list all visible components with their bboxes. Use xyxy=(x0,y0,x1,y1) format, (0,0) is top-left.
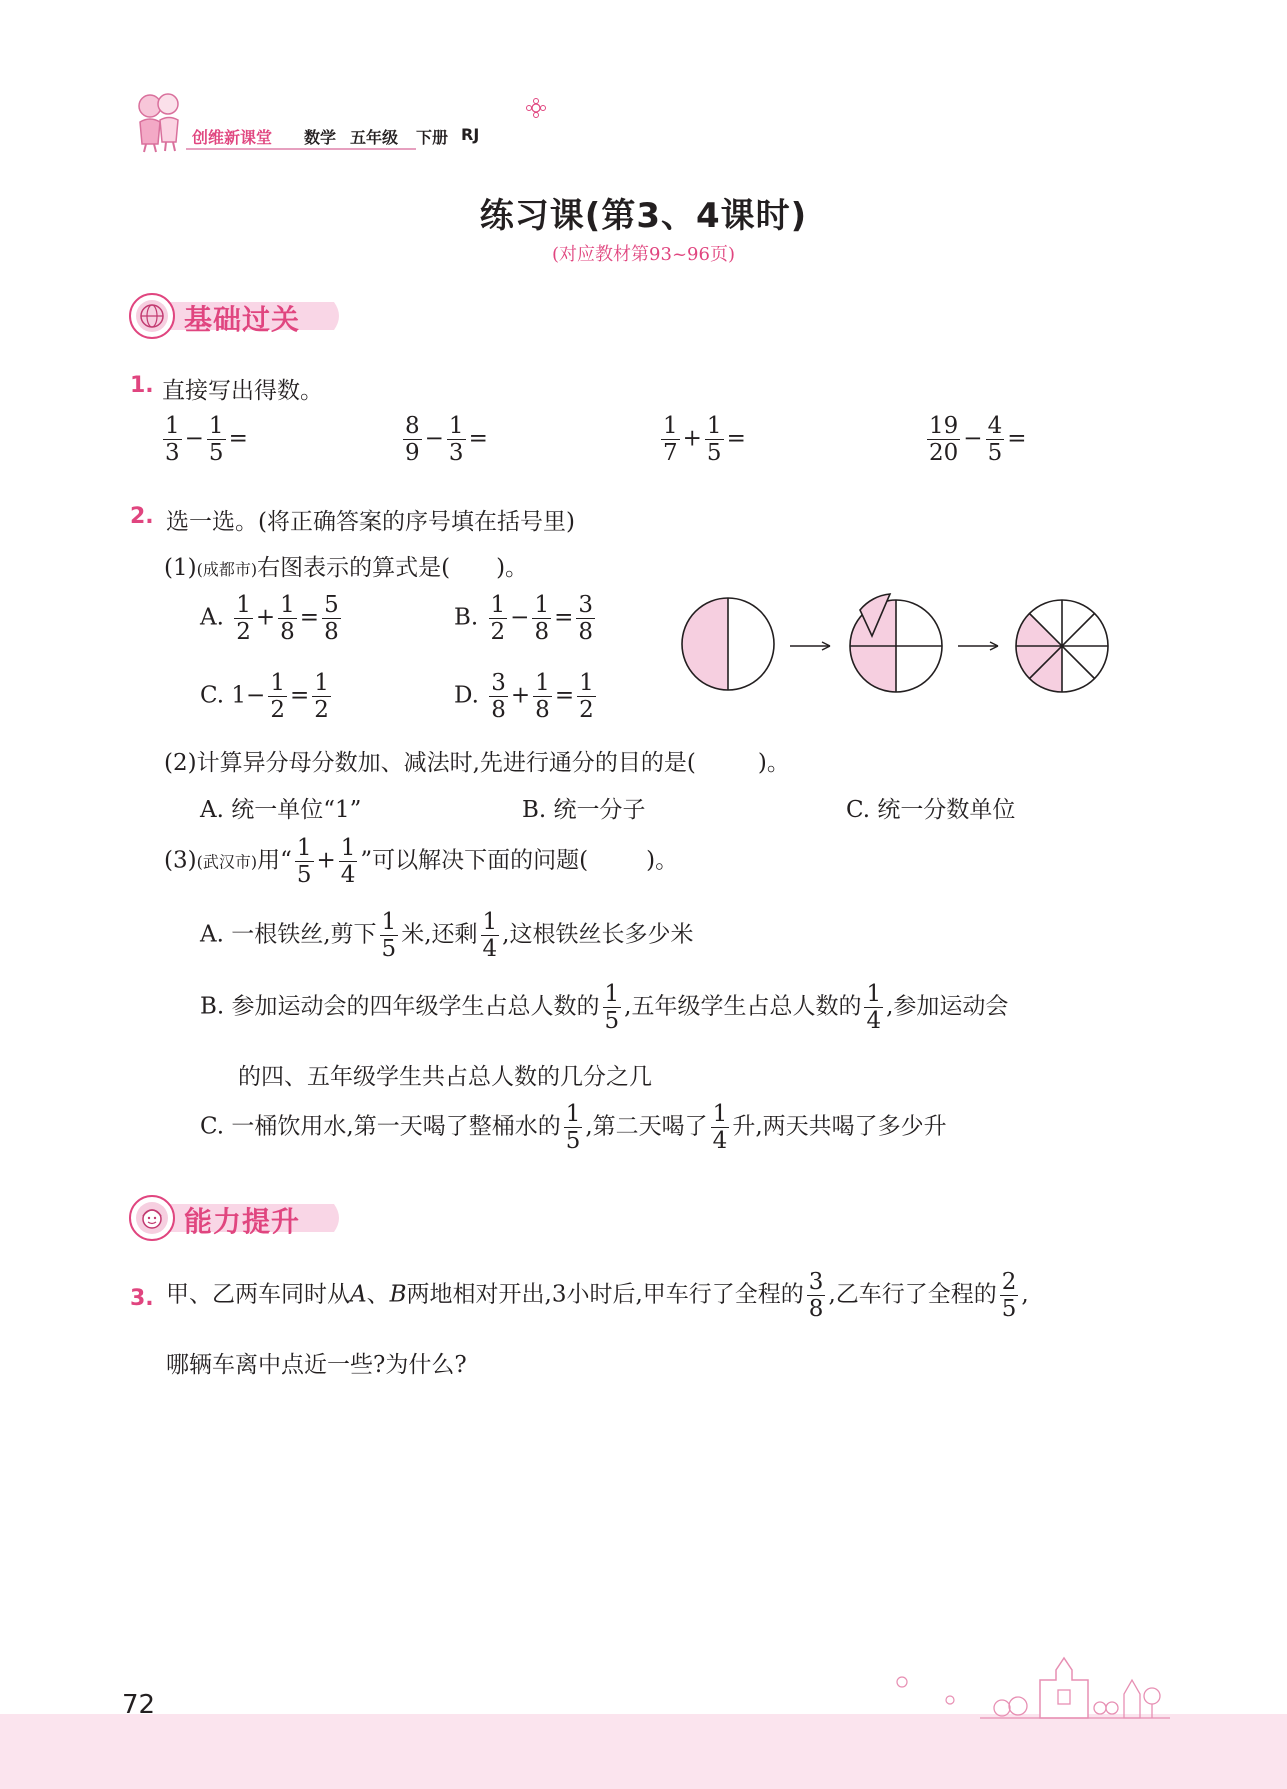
numerator: 1 xyxy=(270,670,285,696)
operator: − xyxy=(510,604,530,631)
option-text: ,参加运动会 xyxy=(886,993,1009,1020)
q2-p1-option-D xyxy=(454,671,599,722)
header-grade: 五年级 xyxy=(350,128,399,147)
fraction xyxy=(705,414,724,465)
option-text: 升,两天共喝了多少升 xyxy=(732,1113,947,1140)
denominator: 3 xyxy=(448,440,464,467)
numerator: 3 xyxy=(578,592,594,618)
numerator: 1 xyxy=(280,592,295,618)
q2-prompt: 选一选。(将正确答案的序号填在括号里) xyxy=(166,509,575,535)
option-text: A. 一根铁丝,剪下 xyxy=(200,921,377,948)
numerator: 19 xyxy=(929,413,959,439)
denominator: 20 xyxy=(929,440,959,467)
q1-item-4 xyxy=(924,414,1026,465)
denominator: 2 xyxy=(270,697,285,724)
fraction xyxy=(234,593,253,644)
fraction xyxy=(481,910,500,961)
fraction xyxy=(986,414,1005,465)
numerator: 4 xyxy=(987,413,1003,439)
numerator: 2 xyxy=(1001,1269,1017,1295)
fraction xyxy=(864,982,883,1033)
part-label: (1) xyxy=(164,555,197,581)
q2-p3-option-B xyxy=(200,982,1008,1033)
denominator: 2 xyxy=(236,619,251,646)
separator: 、 xyxy=(366,1281,390,1308)
fraction xyxy=(927,414,960,465)
girl-face-icon xyxy=(138,1204,166,1232)
fraction xyxy=(533,671,552,722)
fraction xyxy=(489,593,508,644)
header-subject: 数学 xyxy=(304,128,337,147)
option-label: A. xyxy=(200,604,224,631)
section-banner-advanced xyxy=(128,1194,348,1242)
denominator: 8 xyxy=(535,697,550,724)
numerator: 1 xyxy=(236,592,251,618)
option-label: C. xyxy=(200,682,225,709)
fraction xyxy=(661,414,680,465)
numerator: 1 xyxy=(482,909,498,935)
numerator: 1 xyxy=(534,592,550,618)
denominator: 5 xyxy=(1001,1296,1017,1323)
q2-part2-line xyxy=(164,744,790,777)
fraction xyxy=(564,1102,583,1153)
point-A: A xyxy=(350,1281,367,1308)
numerator: 1 xyxy=(381,909,397,935)
numerator: 1 xyxy=(604,981,620,1007)
q2-p1-option-B xyxy=(454,593,598,644)
fraction xyxy=(268,671,287,722)
header-volume: 下册 xyxy=(416,128,449,147)
fraction xyxy=(322,593,341,644)
fraction xyxy=(489,671,508,722)
option-text: 米,还剩 xyxy=(401,921,478,948)
fraction-circles-diagram xyxy=(672,586,1122,702)
page-number: 72 xyxy=(122,1690,156,1720)
q2-p2-option-C: C. 统一分数单位 xyxy=(846,797,1016,823)
equals-sign: = xyxy=(554,604,574,631)
header-series: 创维新课堂 xyxy=(192,128,273,147)
option-text: ,第二天喝了 xyxy=(585,1113,708,1140)
denominator: 4 xyxy=(866,1008,882,1035)
q2-p3-option-A xyxy=(200,910,693,961)
section-banner-basic xyxy=(128,292,348,340)
fraction xyxy=(603,982,622,1033)
fraction xyxy=(380,910,399,961)
fraction xyxy=(339,836,358,887)
numerator: 1 xyxy=(866,981,882,1007)
part-label: (3) xyxy=(164,847,197,874)
equals-sign: = xyxy=(1007,425,1027,452)
fraction xyxy=(577,671,596,722)
numerator: 1 xyxy=(490,592,506,618)
denominator: 9 xyxy=(405,440,420,467)
q2-part1-line xyxy=(164,549,528,582)
denominator: 8 xyxy=(808,1296,824,1323)
q1-item-3 xyxy=(658,414,746,465)
denominator: 5 xyxy=(987,440,1003,467)
denominator: 8 xyxy=(578,619,594,646)
q3-text: 两地相对开出, xyxy=(406,1281,552,1308)
denominator: 4 xyxy=(340,862,356,889)
denominator: 5 xyxy=(565,1128,581,1155)
numerator: 8 xyxy=(405,413,420,439)
denominator: 8 xyxy=(324,619,339,646)
equals-sign: = xyxy=(228,425,248,452)
denominator: 2 xyxy=(314,697,329,724)
header-underline xyxy=(186,148,416,150)
denominator: 5 xyxy=(381,936,397,963)
numerator: 1 xyxy=(314,670,329,696)
hours-value: 3 xyxy=(551,1281,567,1308)
fraction xyxy=(532,593,551,644)
equals-sign: = xyxy=(299,604,320,631)
denominator: 5 xyxy=(604,1008,620,1035)
q3-text: , xyxy=(1021,1281,1029,1308)
flower-icon xyxy=(526,98,546,118)
q2-p3-option-B-line2: 的四、五年级学生共占总人数的几分之几 xyxy=(238,1064,652,1090)
fraction xyxy=(807,1270,826,1321)
section-title-basic: 基础过关 xyxy=(184,303,301,336)
numerator: 3 xyxy=(491,670,506,696)
circle-eighths xyxy=(1016,600,1108,692)
numerator: 1 xyxy=(663,413,678,439)
denominator: 5 xyxy=(706,440,722,467)
operator: − xyxy=(246,682,266,709)
mascot-icon xyxy=(128,88,188,154)
globe-icon xyxy=(138,302,166,330)
numerator: 1 xyxy=(340,835,356,861)
fraction xyxy=(1000,1270,1019,1321)
q2-p1-option-A xyxy=(200,593,344,644)
circle-eighth-removed xyxy=(850,594,942,692)
equals-sign: = xyxy=(468,425,488,452)
whole-number: 1 xyxy=(231,682,247,709)
fraction xyxy=(447,414,466,465)
q2-p1-option-C xyxy=(200,671,334,722)
q2-number: 2. xyxy=(130,504,154,529)
question-tail: )。 xyxy=(496,555,529,581)
denominator: 3 xyxy=(165,440,180,467)
quote-open: 用“ xyxy=(257,847,292,874)
answer-area[interactable] xyxy=(166,1392,1126,1642)
q3-line1 xyxy=(166,1270,1029,1321)
arrow-icon xyxy=(790,642,830,650)
question-text: ”可以解决下面的问题( xyxy=(360,847,589,874)
section-title-advanced: 能力提升 xyxy=(184,1205,301,1238)
circle-half xyxy=(682,598,774,690)
denominator: 8 xyxy=(491,697,506,724)
numerator: 1 xyxy=(165,413,180,439)
denominator: 4 xyxy=(712,1128,728,1155)
denominator: 7 xyxy=(663,440,678,467)
operator: + xyxy=(510,682,531,709)
denominator: 5 xyxy=(208,440,224,467)
option-label: B. xyxy=(454,604,479,631)
fraction xyxy=(711,1102,730,1153)
operator: − xyxy=(184,425,204,452)
part-label: (2) xyxy=(164,750,197,776)
denominator: 4 xyxy=(482,936,498,963)
q1-number: 1. xyxy=(130,373,154,398)
option-label: D. xyxy=(454,682,479,709)
option-text: ,五年级学生占总人数的 xyxy=(624,993,862,1020)
denominator: 5 xyxy=(296,862,312,889)
operator: − xyxy=(963,425,983,452)
denominator: 2 xyxy=(579,697,594,724)
numerator: 1 xyxy=(208,413,224,439)
q1-item-2 xyxy=(400,414,488,465)
castle-illustration xyxy=(880,1650,1170,1720)
equals-sign: = xyxy=(289,682,310,709)
q3-text: ,乙车行了全程的 xyxy=(828,1281,997,1308)
q3-line2: 哪辆车离中点近一些?为什么? xyxy=(166,1352,467,1378)
header-edition: RJ xyxy=(461,125,480,144)
denominator: 8 xyxy=(534,619,550,646)
numerator: 1 xyxy=(296,835,312,861)
option-text: B. 参加运动会的四年级学生占总人数的 xyxy=(200,993,600,1020)
numerator: 1 xyxy=(448,413,464,439)
fraction xyxy=(403,414,422,465)
numerator: 1 xyxy=(565,1101,581,1127)
fraction xyxy=(163,414,182,465)
city-tag: (武汉市) xyxy=(196,852,258,872)
arrow-icon xyxy=(958,642,998,650)
fraction xyxy=(576,593,595,644)
q2-p2-option-A: A. 统一单位“1” xyxy=(200,797,362,823)
question-tail: )。 xyxy=(757,750,790,776)
point-B: B xyxy=(389,1281,407,1308)
q1-item-1 xyxy=(160,414,248,465)
q3-text: 小时后,甲车行了全程的 xyxy=(566,1281,804,1308)
fraction xyxy=(207,414,226,465)
numerator: 5 xyxy=(324,592,339,618)
operator: − xyxy=(424,425,444,452)
operator: + xyxy=(255,604,276,631)
q2-part3-line xyxy=(164,836,678,887)
equals-sign: = xyxy=(726,425,746,452)
denominator: 2 xyxy=(490,619,506,646)
option-text: C. 一桶饮用水,第一天喝了整桶水的 xyxy=(200,1113,561,1140)
footer-band xyxy=(0,1714,1287,1789)
city-tag: (成都市) xyxy=(196,560,258,579)
fraction xyxy=(295,836,314,887)
numerator: 3 xyxy=(808,1269,824,1295)
operator: + xyxy=(682,425,702,452)
equals-sign: = xyxy=(554,682,575,709)
q3-number: 3. xyxy=(130,1286,154,1311)
operator: + xyxy=(316,847,336,874)
numerator: 1 xyxy=(706,413,722,439)
numerator: 1 xyxy=(535,670,550,696)
q2-p3-option-C xyxy=(200,1102,947,1153)
question-tail: )。 xyxy=(646,847,679,874)
q3-text: 甲、乙两车同时从 xyxy=(166,1281,350,1308)
question-text: 右图表示的算式是( xyxy=(257,555,451,581)
q2-p2-option-B: B. 统一分子 xyxy=(522,797,646,823)
page-title: 练习课(第3、4课时) xyxy=(479,196,808,236)
numerator: 1 xyxy=(712,1101,728,1127)
denominator: 8 xyxy=(280,619,295,646)
fraction xyxy=(312,671,331,722)
page-subtitle: (对应教材第93~96页) xyxy=(552,244,735,265)
option-text: ,这根铁丝长多少米 xyxy=(502,921,694,948)
q1-prompt: 直接写出得数。 xyxy=(162,378,323,404)
question-text: 计算异分母分数加、减法时,先进行通分的目的是( xyxy=(196,750,696,776)
numerator: 1 xyxy=(579,670,594,696)
fraction xyxy=(278,593,297,644)
